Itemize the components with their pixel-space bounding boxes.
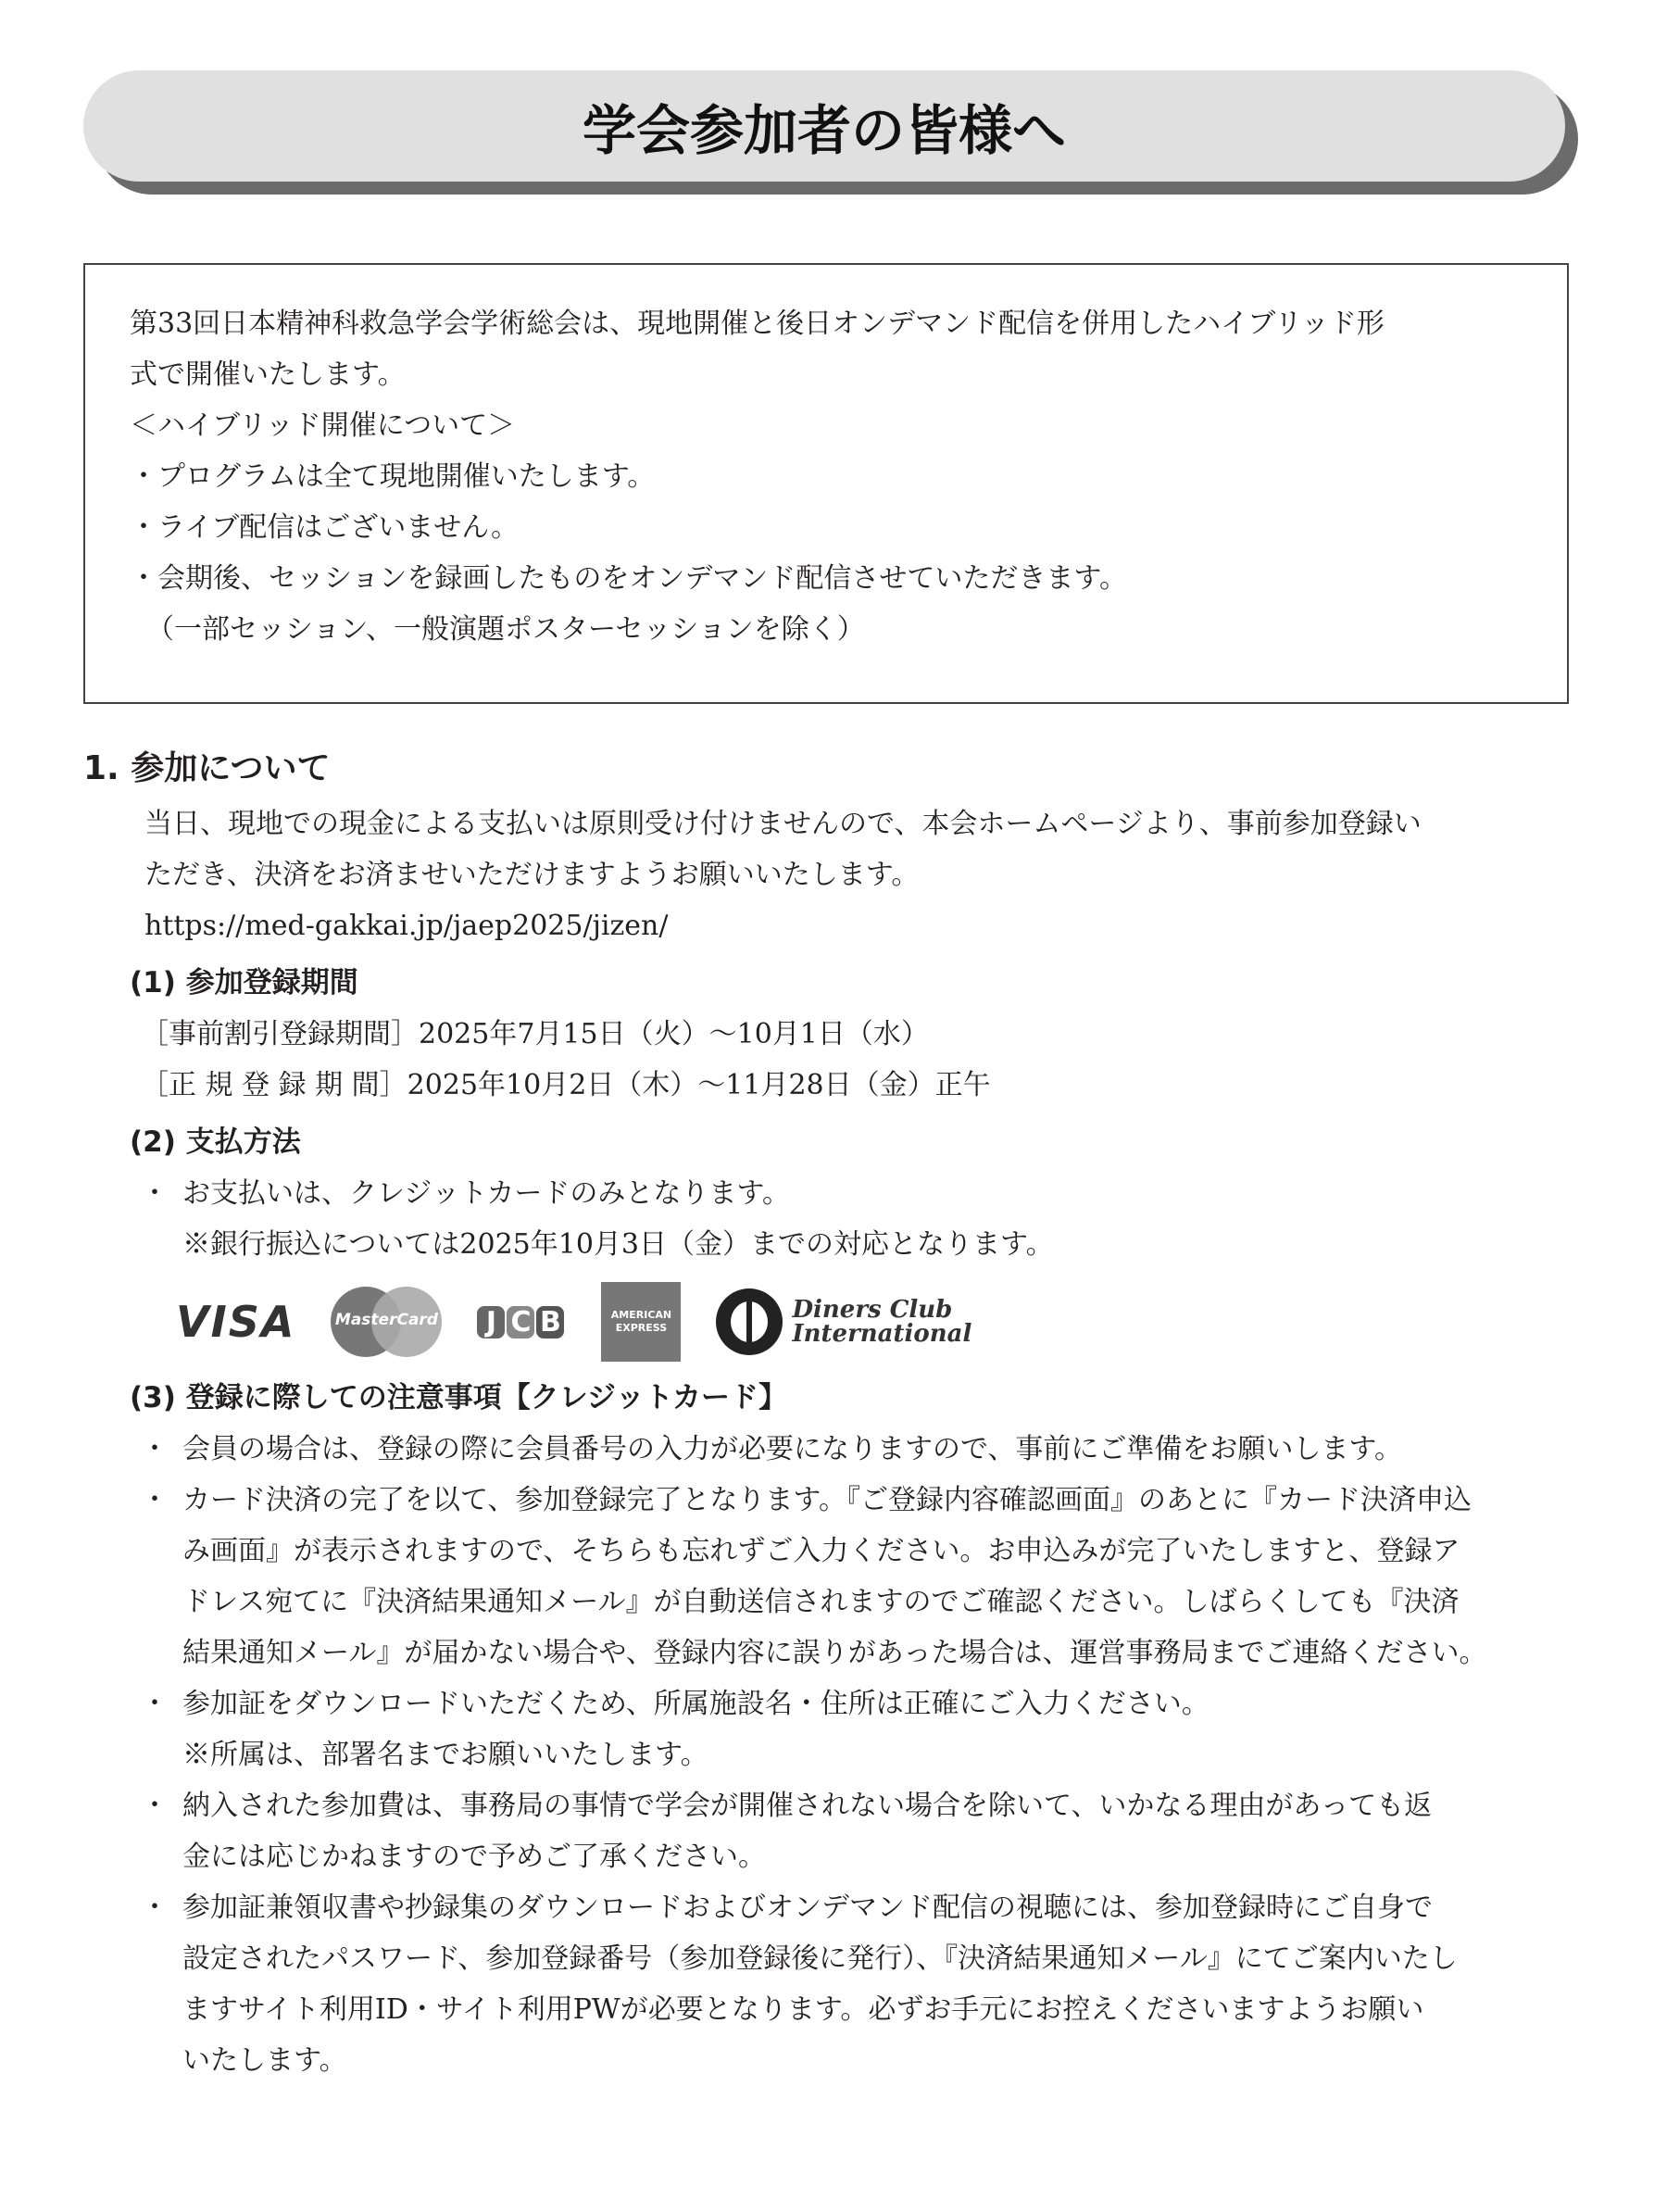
subsection-heading-payment: (2) 支払方法: [130, 1125, 301, 1159]
note-item: ・ カード決済の完了を以て、参加登録完了となります。『ご登録内容確認画面』のあとに『カード決済申込: [141, 1475, 1574, 1526]
note-item: ・ 納入された参加費は、事務局の事情で学会が開催されない場合を除いて、いかなる理由があっても返: [141, 1780, 1574, 1831]
intro-line: ＜ハイブリッド開催について＞: [130, 409, 516, 442]
intro-line: ・プログラムは全て現地開催いたします。: [130, 460, 656, 493]
subsection-heading-notes: (3) 登録に際しての注意事項【クレジットカード】: [130, 1381, 787, 1414]
mastercard-label: MasterCard: [334, 1311, 438, 1329]
diners-text: [792, 1298, 971, 1346]
amex-logo: AMERICAN EXPRESS: [601, 1282, 681, 1362]
note-item: ・ 参加証兼領収書や抄録集のダウンロードおよびオンデマンド配信の視聴には、参加登録時にご自身で: [141, 1882, 1574, 1933]
diners-logo: [716, 1288, 971, 1355]
note-item-cont: 金には応じかねますので予めご了承ください。: [182, 1841, 766, 1873]
note-item-cont: 結果通知メール』が届かない場合や、登録内容に誤りがあった場合は、運営事務局までご連絡ください。: [182, 1637, 1487, 1669]
diners-line-2: International: [792, 1320, 972, 1348]
note-item-cont: 設定されたパスワード、参加登録番号（参加登録後に発行）、『決済結果通知メール』にてご案内いたし: [182, 1942, 1458, 1975]
visa-label: VISA: [176, 1297, 296, 1347]
payment-note: ※銀行振込については2025年10月3日（金）までの対応となります。: [182, 1228, 1054, 1261]
body-text: ただき、決済をお済ませいただけますようお願いいたします。: [144, 859, 920, 891]
note-item-cont: いたします。: [182, 2044, 347, 2077]
card-logos: [176, 1276, 1574, 1368]
subsection-heading-period: (1) 参加登録期間: [130, 966, 358, 999]
diners-emblem-icon: [716, 1288, 783, 1355]
note-item: ・ 会員の場合は、登録の際に会員番号の入力が必要になりますので、事前にご準備をお願いします。: [141, 1424, 1574, 1475]
page-title: 学会参加者の皆様へ: [83, 70, 1565, 182]
jcb-logo: [477, 1288, 566, 1355]
note-item-cont: ※所属は、部署名までお願いいたします。: [182, 1739, 708, 1771]
visa-logo: [176, 1297, 295, 1347]
body-text: 当日、現地での現金による支払いは原則受け付けませんので、本会ホームページより、事前参加登録い: [144, 808, 1422, 840]
jcb-letter: B: [536, 1306, 564, 1339]
period-early: ［事前割引登録期間］2025年7月15日（火）～10月1日（水）: [141, 1018, 929, 1050]
mastercard-logo: [331, 1287, 442, 1357]
intro-line: 式で開催いたします。: [130, 358, 406, 391]
period-regular: ［正 規 登 録 期 間］2025年10月2日（木）～11月28日（金）正午: [141, 1069, 991, 1101]
title-banner: [83, 70, 1565, 182]
section-1-body: [130, 798, 1574, 2086]
note-item-cont: み画面』が表示されますので、そちらも忘れずご入力ください。お申込みが完了いたしますと、登録ア: [182, 1535, 1460, 1567]
jcb-letter: C: [507, 1306, 534, 1339]
note-item-cont: ドレス宛てに『決済結果通知メール』が自動送信されますのでご確認ください。しばらくしても『決済: [182, 1586, 1460, 1618]
intro-line: （一部セッション、一般演題ポスターセッションを除く）: [146, 613, 865, 646]
section-heading: 1. 参加について: [83, 749, 331, 787]
payment-line: ・ お支払いは、クレジットカードのみとなります。: [141, 1168, 1574, 1219]
diners-line-1: Diners Club: [792, 1296, 953, 1324]
intro-line: ・ライブ配信はございません。: [130, 511, 519, 544]
registration-url[interactable]: https://med-gakkai.jp/jaep2025/jizen/: [144, 910, 669, 942]
intro-line: ・会期後、セッションを録画したものをオンデマンド配信させていただきます。: [130, 562, 1127, 595]
jcb-letter: J: [477, 1306, 505, 1339]
intro-line: 第33回日本精神科救急学会学術総会は、現地開催と後日オンデマンド配信を併用したハイブリッド形: [130, 308, 1385, 340]
note-item: ・ 参加証をダウンロードいただくため、所属施設名・住所は正確にご入力ください。: [141, 1678, 1574, 1729]
intro-box: [83, 263, 1569, 704]
note-item-cont: ますサイト利用ID・サイト利用PWが必要となります。必ずお手元にお控えくださいますようお願い: [182, 1993, 1424, 2026]
